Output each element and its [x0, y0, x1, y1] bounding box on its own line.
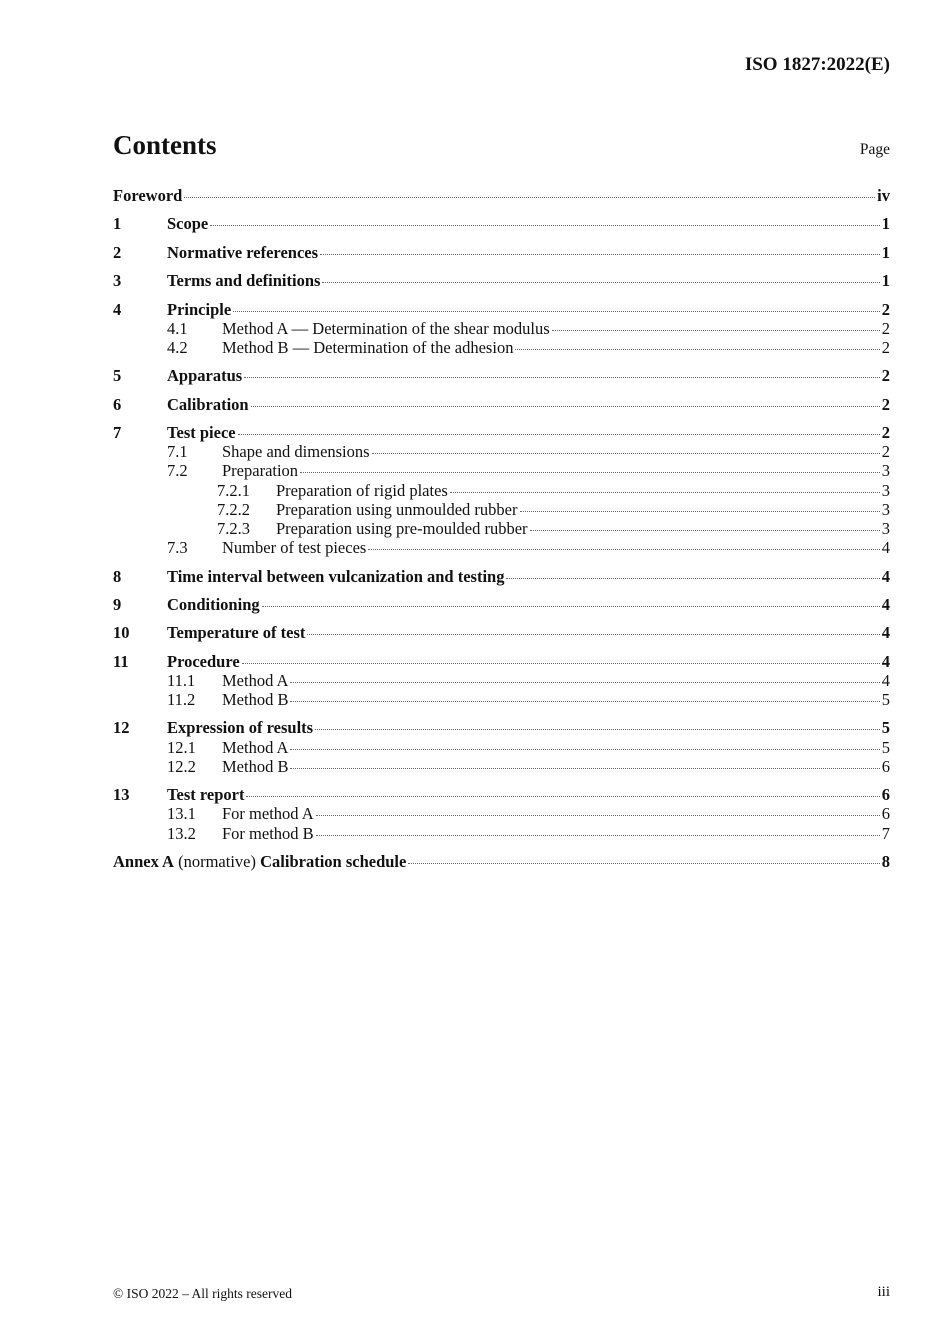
- toc-entry-title[interactable]: Preparation of rigid plates: [276, 480, 448, 500]
- toc-entry-number: 13: [113, 785, 130, 805]
- dot-leader: [300, 472, 880, 473]
- toc-entry-title[interactable]: Method B: [222, 756, 289, 776]
- toc-entry[interactable]: [113, 395, 890, 414]
- toc-entry-page: 3: [881, 461, 890, 481]
- toc-entry-title[interactable]: Test report: [167, 785, 245, 805]
- dot-leader: [368, 549, 879, 550]
- toc-entry-title[interactable]: Method B: [222, 690, 289, 709]
- dot-leader: [316, 815, 880, 816]
- dot-leader: [233, 311, 880, 312]
- page-column-label: Page: [859, 141, 890, 158]
- toc-entry-number: 12: [113, 718, 130, 738]
- toc-entry[interactable]: [113, 271, 890, 290]
- toc-entry-title[interactable]: Foreword: [113, 186, 183, 205]
- toc-entry-page: 2: [881, 299, 890, 319]
- document-id: ISO 1827:2022(E): [744, 54, 890, 75]
- toc-entry[interactable]: [113, 824, 890, 843]
- page-number: iii: [877, 1284, 890, 1300]
- toc-entry[interactable]: [113, 423, 890, 442]
- dot-leader: [251, 406, 880, 407]
- page-title: Contents: [113, 130, 217, 160]
- annex-title: Calibration schedule: [260, 851, 407, 871]
- toc-entry-title[interactable]: Number of test pieces: [222, 538, 367, 558]
- toc-entry-title[interactable]: Conditioning: [167, 594, 260, 614]
- toc-entry[interactable]: [113, 319, 890, 338]
- toc-entry-number: 4: [113, 299, 122, 319]
- toc-entry-page: 4: [881, 670, 890, 690]
- toc-entry-number: 5: [113, 366, 122, 386]
- toc-entry-page: 5: [881, 718, 890, 738]
- toc-entry[interactable]: [113, 300, 890, 319]
- toc-entry-page: 6: [881, 756, 890, 776]
- toc-entry-page: 1: [881, 271, 890, 291]
- toc-entry-page: 5: [881, 690, 890, 709]
- toc-entry-title[interactable]: Expression of results: [167, 718, 314, 738]
- toc-entry-page: 3: [881, 499, 890, 519]
- toc-entry-title[interactable]: Scope: [167, 214, 209, 234]
- toc-entry[interactable]: [113, 652, 890, 671]
- toc-entry-page: 4: [881, 594, 890, 614]
- toc-entry-page: 2: [881, 423, 890, 442]
- toc-entry[interactable]: [113, 738, 890, 757]
- toc-entry-title[interactable]: Temperature of test: [167, 623, 306, 643]
- toc-entry-number: 7.2.2: [217, 499, 250, 519]
- dot-leader: [515, 349, 879, 350]
- toc-entry[interactable]: [113, 481, 890, 500]
- toc-entry[interactable]: [113, 243, 890, 262]
- toc-entry[interactable]: [113, 595, 890, 614]
- toc-entry-title[interactable]: Preparation using pre-moulded rubber: [276, 518, 528, 538]
- table-of-contents: [113, 186, 890, 871]
- toc-entry-page: 1: [881, 242, 890, 262]
- dot-leader: [320, 254, 880, 255]
- toc-entry-page: iv: [877, 186, 890, 205]
- dot-leader: [290, 701, 879, 702]
- toc-entry-number: 12.2: [167, 756, 196, 776]
- toc-entry[interactable]: [113, 186, 890, 205]
- dot-leader: [246, 796, 879, 797]
- dot-leader: [520, 511, 880, 512]
- toc-entry-page: 4: [881, 651, 890, 671]
- dot-leader: [290, 768, 879, 769]
- toc-entry-page: 4: [881, 538, 890, 558]
- toc-entry[interactable]: [113, 214, 890, 233]
- dot-leader: [530, 530, 880, 531]
- toc-entry-number: 2: [113, 242, 122, 262]
- annex-status: (normative): [173, 851, 261, 871]
- toc-entry-page: 8: [881, 851, 890, 871]
- toc-entry-title[interactable]: Principle: [167, 299, 232, 319]
- toc-entry-number: 12.1: [167, 737, 196, 757]
- toc-entry-title[interactable]: Method A — Determination of the shear modulus: [222, 318, 550, 338]
- toc-entry-page: 3: [881, 518, 890, 538]
- toc-entry-number: 10: [113, 623, 130, 643]
- toc-entry[interactable]: [113, 567, 890, 586]
- toc-entry-title[interactable]: Preparation: [222, 461, 299, 481]
- dot-leader: [244, 377, 880, 378]
- toc-entry[interactable]: [113, 757, 890, 776]
- toc-entry[interactable]: [113, 718, 890, 737]
- toc-entry-page: 1: [881, 214, 890, 234]
- toc-entry-page: 7: [881, 823, 890, 843]
- toc-entry-page: 5: [881, 737, 890, 757]
- dot-leader: [242, 663, 880, 664]
- toc-entry-title[interactable]: Method A: [222, 737, 289, 757]
- dot-leader: [408, 863, 879, 864]
- toc-entry-title[interactable]: Time interval between vulcanization and testing: [167, 566, 505, 586]
- dot-leader: [290, 682, 879, 683]
- toc-entry[interactable]: [113, 690, 890, 709]
- dot-leader: [316, 835, 880, 836]
- toc-entry-page: 2: [881, 318, 890, 338]
- toc-entry-title[interactable]: Apparatus: [167, 366, 243, 386]
- toc-entry-page: 2: [881, 337, 890, 357]
- toc-entry[interactable]: [113, 366, 890, 385]
- toc-entry-number: 7.3: [167, 538, 188, 558]
- toc-entry-number: 7.1: [167, 442, 188, 462]
- toc-entry-number: 13.1: [167, 804, 196, 824]
- toc-entry-number: 7.2.3: [217, 518, 250, 538]
- dot-leader: [262, 606, 880, 607]
- toc-entry-number: 11: [113, 651, 129, 671]
- toc-entry-number: 4.2: [167, 337, 188, 357]
- toc-entry-number: 3: [113, 271, 122, 291]
- toc-entry-page: 2: [881, 394, 890, 414]
- toc-entry-title[interactable]: Procedure: [167, 651, 240, 671]
- toc-entry-page: 6: [881, 804, 890, 824]
- dot-leader: [315, 729, 880, 730]
- dot-leader: [372, 453, 880, 454]
- toc-entry-number: 11.2: [167, 690, 196, 709]
- toc-entry-number: 8: [113, 566, 122, 586]
- toc-entry[interactable]: [113, 500, 890, 519]
- toc-entry-page: 6: [881, 785, 890, 805]
- toc-entry-title[interactable]: Terms and definitions: [167, 271, 321, 291]
- toc-entry-page: 3: [881, 480, 890, 500]
- dot-leader: [307, 634, 879, 635]
- toc-entry[interactable]: [113, 461, 890, 480]
- toc-entry-page: 2: [881, 366, 890, 386]
- toc-entry-number: 9: [113, 594, 122, 614]
- toc-entry[interactable]: [113, 623, 890, 642]
- toc-entry-number: 1: [113, 214, 122, 234]
- dot-leader: [450, 492, 880, 493]
- toc-entry-number: 7.2: [167, 461, 188, 481]
- toc-entry-number: 13.2: [167, 823, 196, 843]
- toc-entry-title[interactable]: Method B — Determination of the adhesion: [222, 337, 514, 357]
- toc-entry-page: 4: [881, 566, 890, 586]
- dot-leader: [506, 578, 879, 579]
- toc-entry-number: 4.1: [167, 318, 188, 338]
- toc-entry-title[interactable]: Normative references: [167, 242, 319, 262]
- toc-entry[interactable]: [113, 442, 890, 461]
- toc-entry[interactable]: [113, 671, 890, 690]
- toc-entry-title[interactable]: Test piece: [167, 423, 236, 442]
- toc-entry[interactable]: [113, 852, 890, 871]
- toc-entry-title[interactable]: Method A: [222, 670, 289, 690]
- dot-leader: [238, 434, 880, 435]
- dot-leader: [210, 225, 880, 226]
- toc-entry[interactable]: [113, 519, 890, 538]
- dot-leader: [322, 282, 879, 283]
- toc-entry[interactable]: [113, 538, 890, 557]
- annex-label: Annex A: [113, 851, 174, 871]
- toc-entry[interactable]: [113, 338, 890, 357]
- toc-entry-title[interactable]: Calibration: [167, 394, 249, 414]
- toc-entry-number: 11.1: [167, 670, 196, 690]
- toc-entry-page: 2: [881, 442, 890, 462]
- toc-entry-number: 6: [113, 394, 122, 414]
- toc-entry-title[interactable]: Shape and dimensions: [222, 442, 370, 462]
- toc-entry-page: 4: [881, 623, 890, 643]
- toc-entry-title[interactable]: Preparation using unmoulded rubber: [276, 499, 518, 519]
- toc-entry[interactable]: [113, 804, 890, 823]
- copyright-footer: © ISO 2022 – All rights reserved: [113, 1286, 292, 1301]
- toc-entry-number: 7: [113, 423, 122, 442]
- toc-entry[interactable]: [113, 785, 890, 804]
- dot-leader: [184, 197, 875, 198]
- toc-entry-title[interactable]: For method B: [222, 823, 314, 843]
- dot-leader: [552, 330, 880, 331]
- dot-leader: [290, 749, 879, 750]
- toc-entry-number: 7.2.1: [217, 480, 250, 500]
- toc-entry-title[interactable]: For method A: [222, 804, 314, 824]
- toc-entry-title[interactable]: [113, 852, 406, 871]
